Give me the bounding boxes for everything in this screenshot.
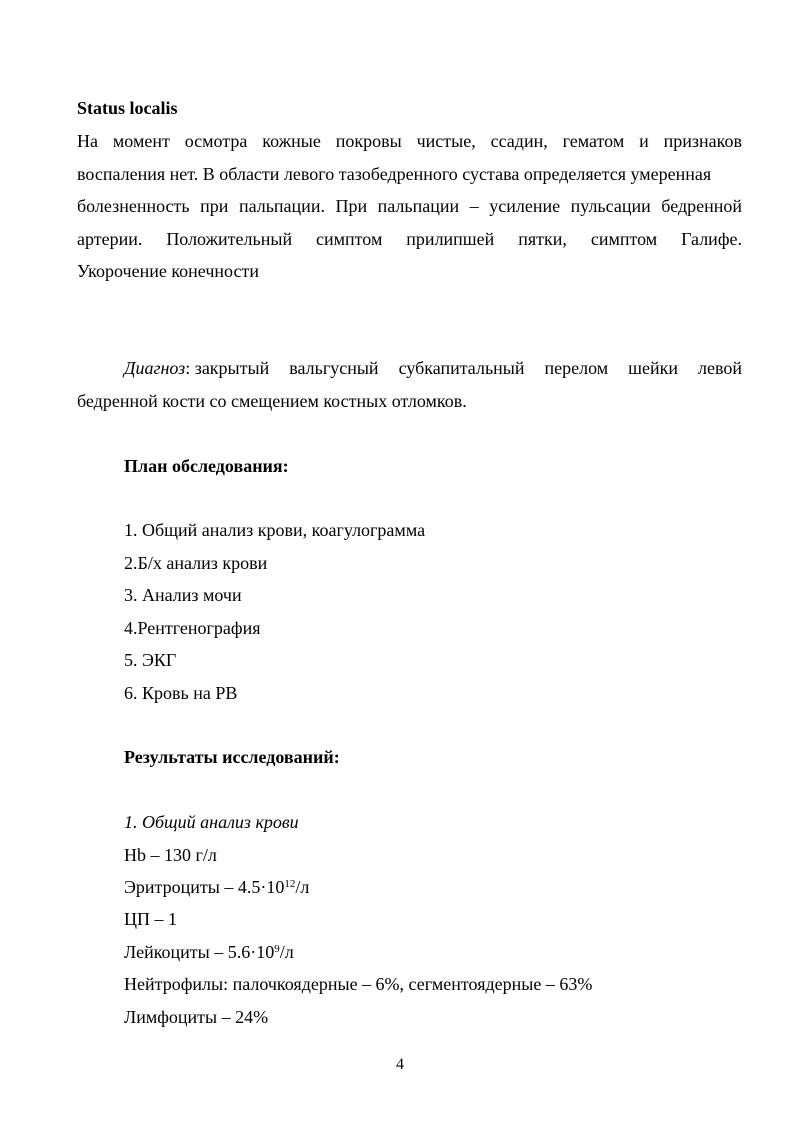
plan-item: 2.Б/х анализ крови	[124, 553, 268, 573]
result-erythrocytes: Эритроциты – $4.5\cdot 10^{12}/л$	[124, 877, 310, 897]
page-number: 4	[396, 1056, 404, 1073]
plan-item: 1. Общий анализ крови, коагулограмма	[124, 520, 426, 540]
plan-item: 3. Анализ мочи	[124, 585, 242, 605]
diagnosis-line-2: бедренной кости со смещением костных отломков.	[77, 391, 467, 411]
result-neutrophils: Нейтрофилы: палочкоядерные – 6%, сегментоядерные – 63%	[124, 974, 593, 994]
result-lymphocytes: Лимфоциты – 24%	[124, 1007, 269, 1027]
status-localis-line-1: На момент осмотра кожные покровы чистые, ссадин, гематом и признаков	[77, 131, 742, 151]
status-localis-line-3: болезненность при пальпации. При пальпации – усиление пульсации бедренной	[77, 196, 742, 216]
status-localis-line-2: воспаления нет. В области левого тазобедренного сустава определяется умеренная	[77, 164, 712, 184]
plan-item: 4.Рентгенография	[124, 618, 261, 638]
status-localis-line-4: артерии. Положительный симптом прилипшей пятки, симптом Галифе.	[77, 229, 742, 249]
status-localis-line-5: Укорочение конечности	[77, 261, 259, 281]
result-cp: ЦП – 1	[124, 909, 177, 929]
diagnosis-line-1: Диагноз: закрытый вальгусный субкапитальный перелом шейки левой	[124, 358, 742, 378]
plan-item: 5. ЭКГ	[124, 650, 177, 670]
result-hb: Hb – 130 г/л	[124, 845, 217, 865]
plan-heading: План обследования:	[124, 456, 289, 476]
results-heading: Результаты исследований:	[124, 747, 340, 767]
results-subheading: 1. Общий анализ крови	[124, 812, 299, 832]
plan-item: 6. Кровь на РВ	[124, 683, 238, 703]
result-leukocytes: Лейкоциты – $5.6\cdot 10^9/л$	[124, 942, 294, 962]
status-localis-heading: Status localis	[77, 98, 178, 118]
diagnosis-label: Диагноз	[124, 358, 186, 378]
